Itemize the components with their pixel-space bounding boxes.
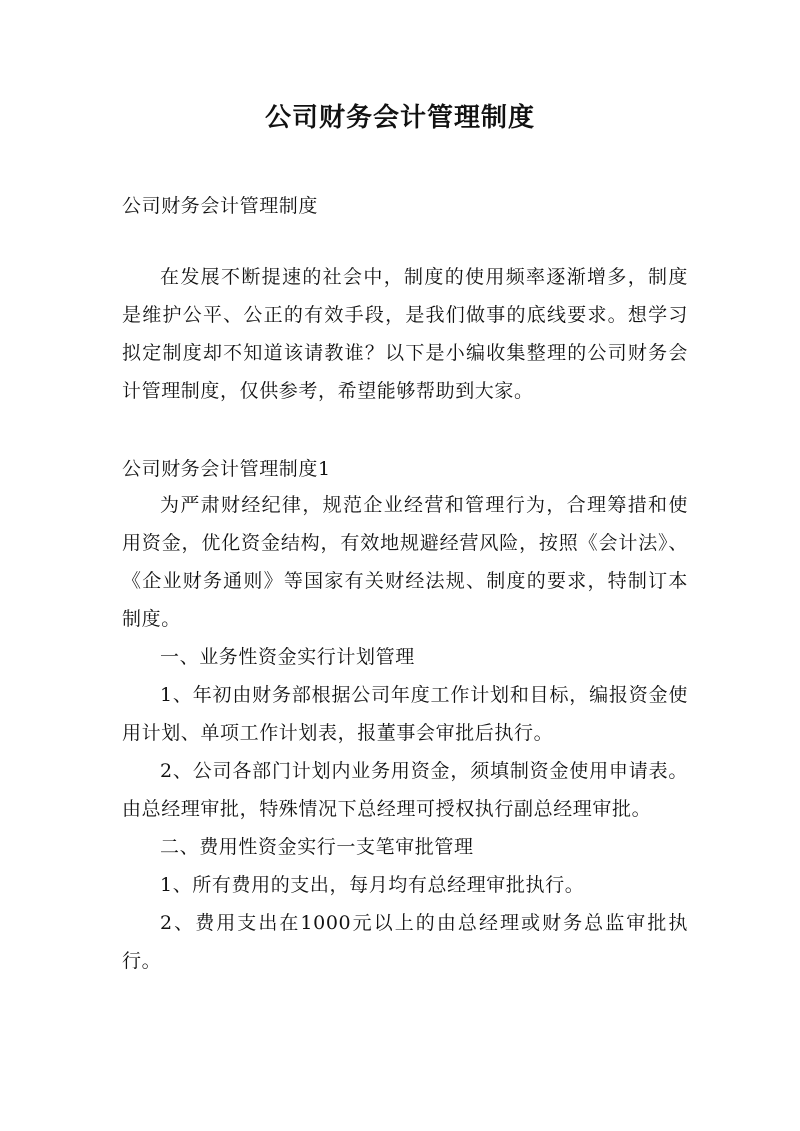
section-paragraph: 1、年初由财务部根据公司年度工作计划和目标，编报资金使用计划、单项工作计划表，报董事会审批后执行。 bbox=[122, 684, 688, 744]
subsection-heading: 一、业务性资金实行计划管理 bbox=[160, 646, 415, 668]
document-subtitle: 公司财务会计管理制度 bbox=[122, 195, 319, 217]
section-paragraph: 2、公司各部门计划内业务用资金，须填制资金使用申请表。由总经理审批，特殊情况下总经理可授权执行副总经理审批。 bbox=[122, 760, 688, 820]
section-paragraph: 2、费用支出在1000元以上的由总经理或财务总监审批执行。 bbox=[122, 912, 688, 972]
document-title: 公司财务会计管理制度 bbox=[264, 103, 535, 133]
section-heading: 公司财务会计管理制度1 bbox=[122, 458, 331, 480]
subsection-heading: 二、费用性资金实行一支笔审批管理 bbox=[160, 836, 474, 858]
section-body bbox=[122, 486, 688, 980]
section-paragraph: 1、所有费用的支出，每月均有总经理审批执行。 bbox=[160, 874, 585, 896]
intro-paragraph: 在发展不断提速的社会中，制度的使用频率逐渐增多，制度是维护公平、公正的有效手段，是我们做事的底线要求。想学习拟定制度却不知道该请教谁？以下是小编收集整理的公司财务会计管理制度，仅供参考，希望能够帮助到大家。 bbox=[122, 266, 688, 402]
section-paragraph: 为严肃财经纪律，规范企业经营和管理行为，合理筹措和使用资金，优化资金结构，有效地规避经营风险，按照《会计法》、《企业财务通则》等国家有关财经法规、制度的要求，特制订本制度。 bbox=[122, 494, 688, 630]
